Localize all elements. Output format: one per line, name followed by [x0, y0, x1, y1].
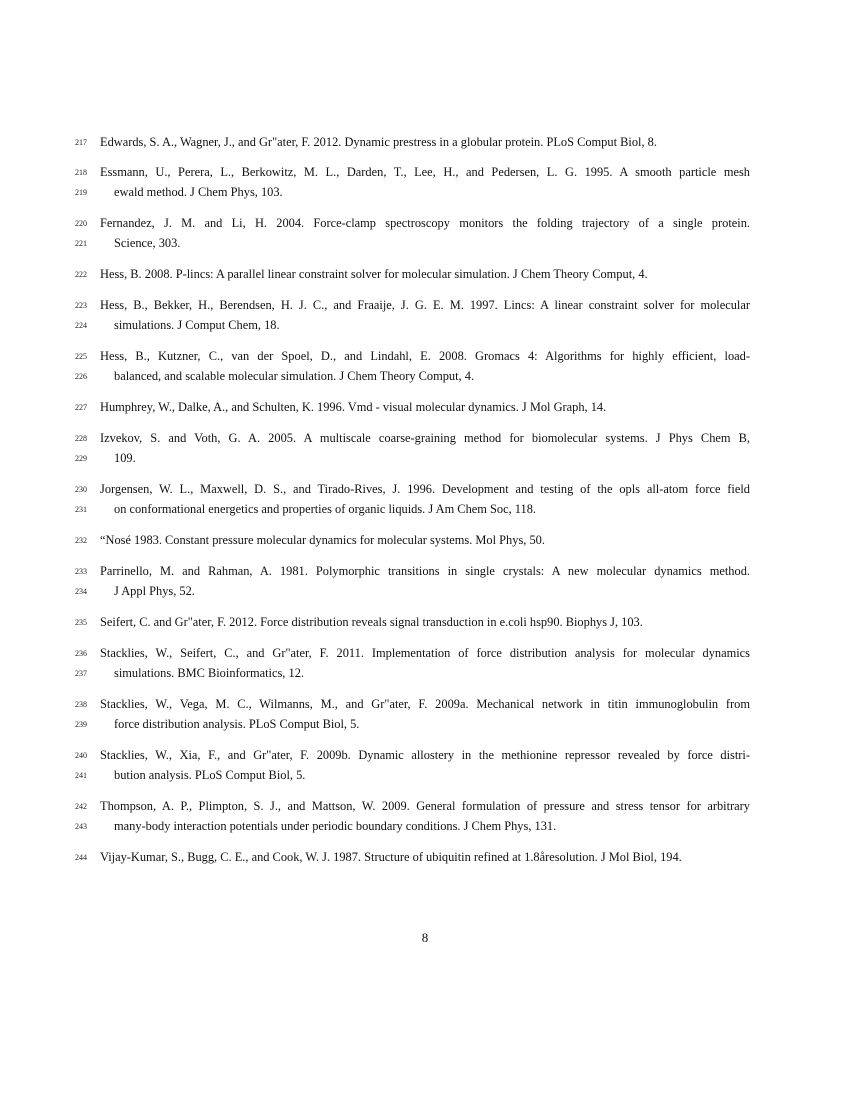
reference-text-continued: 109.: [114, 451, 136, 465]
reference-text: Hess, B., Bekker, H., Berendsen, H. J. C., and Fraaije, J. G. E. M. 1997. Lincs: A linear constraint solver for molecular: [100, 298, 750, 312]
line-number: 217: [75, 138, 87, 147]
reference-text-continued: simulations. J Comput Chem, 18.: [114, 318, 280, 332]
line-number: 225: [75, 352, 87, 361]
line-number: 244: [75, 853, 87, 862]
line-number: 229: [75, 454, 87, 463]
reference-text: Thompson, A. P., Plimpton, S. J., and Mattson, W. 2009. General formulation of pressure and stress tensor for arbitrary: [100, 799, 750, 813]
reference-text: Vijay-Kumar, S., Bugg, C. E., and Cook, W. J. 1987. Structure of ubiquitin refined at 1.8åresolution. J Mol Biol, 194.: [100, 850, 682, 864]
reference-text-continued: J Appl Phys, 52.: [114, 584, 195, 598]
line-number: 238: [75, 700, 87, 709]
line-number: 237: [75, 669, 87, 678]
line-number: 224: [75, 321, 87, 330]
reference-text: Essmann, U., Perera, L., Berkowitz, M. L., Darden, T., Lee, H., and Pedersen, L. G. 1995. A smooth particle mesh: [100, 165, 750, 179]
line-number: 234: [75, 587, 87, 596]
line-number: 239: [75, 720, 87, 729]
reference-text-continued: simulations. BMC Bioinformatics, 12.: [114, 666, 304, 680]
line-number: 230: [75, 485, 87, 494]
line-number: 222: [75, 270, 87, 279]
reference-text: Edwards, S. A., Wagner, J., and Gr"ater, F. 2012. Dynamic prestress in a globular protein. PLoS Comput Biol, 8.: [100, 135, 657, 149]
line-number: 240: [75, 751, 87, 760]
line-number: 220: [75, 219, 87, 228]
reference-text: Seifert, C. and Gr"ater, F. 2012. Force distribution reveals signal transduction in e.coli hsp90. Biophys J, 103.: [100, 615, 643, 629]
line-number: 226: [75, 372, 87, 381]
reference-text-continued: many-body interaction potentials under periodic boundary conditions. J Chem Phys, 131.: [114, 819, 557, 833]
reference-text-continued: force distribution analysis. PLoS Comput Biol, 5.: [114, 717, 360, 731]
reference-text: Hess, B., Kutzner, C., van der Spoel, D., and Lindahl, E. 2008. Gromacs 4: Algorithms for highly efficient, load-: [100, 349, 750, 363]
reference-text: “Nosé 1983. Constant pressure molecular dynamics for molecular systems. Mol Phys, 50.: [100, 533, 545, 547]
reference-text: Stacklies, W., Seifert, C., and Gr"ater, F. 2011. Implementation of force distribution analysis for molecular dynamics: [100, 646, 750, 660]
line-number: 243: [75, 822, 87, 831]
reference-text-continued: Science, 303.: [114, 236, 181, 250]
reference-text: Izvekov, S. and Voth, G. A. 2005. A multiscale coarse-graining method for biomolecular systems. J Phys Chem B,: [100, 431, 750, 445]
reference-text-continued: bution analysis. PLoS Comput Biol, 5.: [114, 768, 306, 782]
reference-text: Jorgensen, W. L., Maxwell, D. S., and Tirado-Rives, J. 1996. Development and testing of the opls all-atom force field: [100, 482, 750, 496]
reference-text-continued: ewald method. J Chem Phys, 103.: [114, 185, 283, 199]
line-number: 233: [75, 567, 87, 576]
line-number: 232: [75, 536, 87, 545]
line-number: 221: [75, 239, 87, 248]
line-number: 218: [75, 168, 87, 177]
reference-text-continued: balanced, and scalable molecular simulation. J Chem Theory Comput, 4.: [114, 369, 475, 383]
line-number: 228: [75, 434, 87, 443]
line-number: 219: [75, 188, 87, 197]
line-number: 227: [75, 403, 87, 412]
reference-text: Stacklies, W., Xia, F., and Gr"ater, F. 2009b. Dynamic allostery in the methionine repressor revealed by force distri-: [100, 748, 750, 762]
reference-text-continued: on conformational energetics and properties of organic liquids. J Am Chem Soc, 118.: [114, 502, 537, 516]
line-number: 235: [75, 618, 87, 627]
page-number: 8: [421, 930, 429, 945]
line-number: 242: [75, 802, 87, 811]
line-number: 223: [75, 301, 87, 310]
reference-text: Parrinello, M. and Rahman, A. 1981. Polymorphic transitions in single crystals: A new molecular dynamics method.: [100, 564, 750, 578]
reference-text: Humphrey, W., Dalke, A., and Schulten, K. 1996. Vmd - visual molecular dynamics. J Mol Graph, 14.: [100, 400, 607, 414]
line-number: 241: [75, 771, 87, 780]
line-number: 231: [75, 505, 87, 514]
reference-text: Hess, B. 2008. P-lincs: A parallel linear constraint solver for molecular simulation. J Chem Theory Comput, 4.: [100, 267, 648, 281]
line-number: 236: [75, 649, 87, 658]
reference-text: Fernandez, J. M. and Li, H. 2004. Force-clamp spectroscopy monitors the folding trajectory of a single protein.: [100, 216, 750, 230]
reference-text: Stacklies, W., Vega, M. C., Wilmanns, M., and Gr"ater, F. 2009a. Mechanical network in titin immunoglobulin from: [100, 697, 750, 711]
